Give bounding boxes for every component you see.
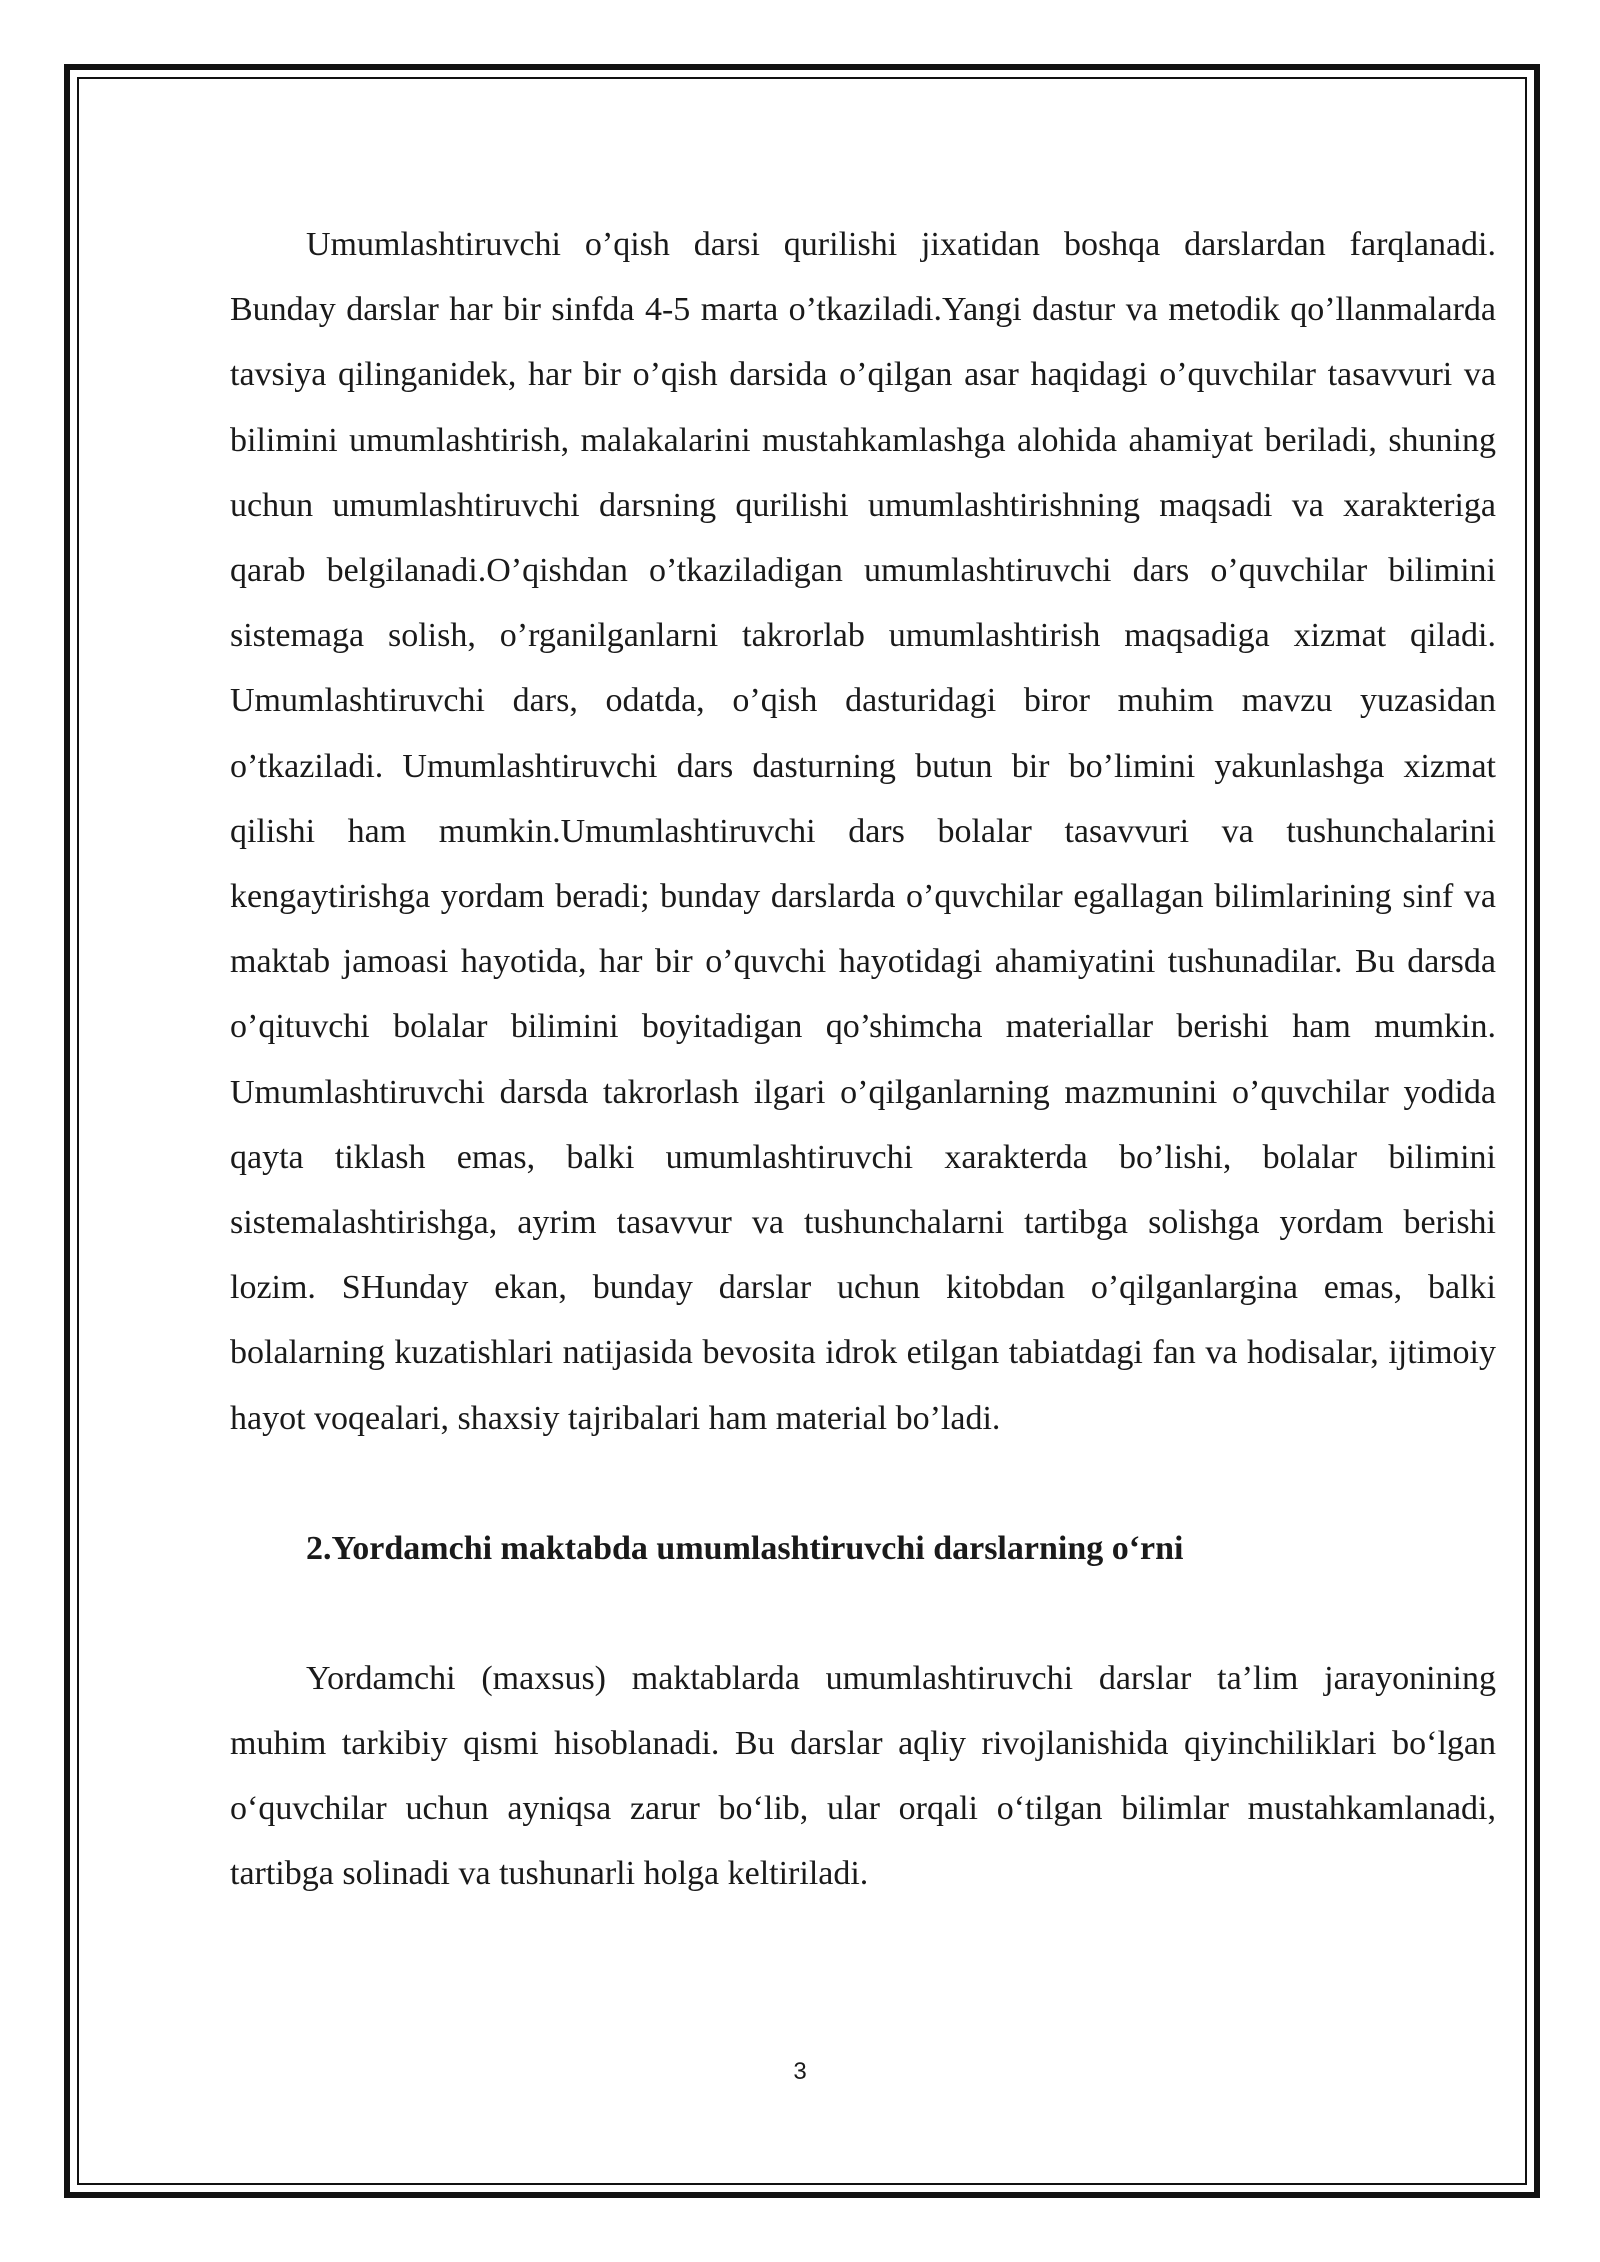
section-heading: 2.Yordamchi maktabda umumlashtiruvchi darslarning o‘rni	[306, 1529, 1184, 1567]
page-content	[230, 212, 1496, 1907]
body-paragraph-1: Umumlashtiruvchi o’qish darsi qurilishi jixatidan boshqa darslardan farqlanadi. Bunday darslar har bir sinfda 4-5 marta o’tkaziladi.Yangi dastur va metodik qo’llanmalarda tavsiya qilinganidek, har bir o’qish darsida o’qilgan asar haqidagi o’quvchilar tasavvuri va bilimini umumlashtirish, malakalarini mustahkamlashga alohida ahamiyat beriladi, shuning uchun umumlashtiruvchi darsning qurilishi umumlashtirishning maqsadi va xarakteriga qarab belgilanadi.O’qishdan o’tkaziladigan umumlashtiruvchi dars o’quvchilar bilimini sistemaga solish, o’rganilganlarni takrorlab umumlashtirish maqsadiga xizmat qiladi. Umumlashtiruvchi dars, odatda, o’qish dasturidagi biror muhim mavzu yuzasidan o’tkaziladi. Umumlashtiruvchi dars dasturning butun bir bo’limini yakunlashga xizmat qilishi ham mumkin.Umumlashtiruvchi dars bolalar tasavvuri va tushunchalarini kengaytirishga yordam beradi; bunday darslarda o’quvchilar egallagan bilimlarining sinf va maktab jamoasi hayotida, har bir o’quvchi hayotidagi ahamiyatini tushunadilar. Bu darsda o’qituvchi bolalar bilimini boyitadigan qo’shimcha materiallar berishi ham mumkin. Umumlashtiruvchi darsda takrorlash ilgari o’qilganlarning mazmunini o’quvchilar yodida qayta tiklash emas, balki umumlashtiruvchi xarakterda bo’lishi, bolalar bilimini sistemalashtirishga, ayrim tasavvur va tushunchalarni tartibga solishga yordam berishi lozim. SHunday ekan, bunday darslar uchun kitobdan o’qilganlargina emas, balki bolalarning kuzatishlari natijasida bevosita idrok etilgan tabiatdagi fan va hodisalar, ijtimoiy hayot voqealari, shaxsiy tajribalari ham material bo’ladi.	[230, 226, 1496, 1437]
page-number: 3	[793, 2058, 807, 2085]
body-paragraph-2: Yordamchi (maxsus) maktablarda umumlashtiruvchi darslar ta’lim jarayonining muhim tarkibiy qismi hisoblanadi. Bu darslar aqliy rivojlanishida qiyinchiliklari bo‘lgan o‘quvchilar uchun ayniqsa zarur bo‘lib, ular orqali o‘tilgan bilimlar mustahkamlanadi, tartibga solinadi va tushunarli holga keltiriladi.	[230, 1659, 1496, 1893]
